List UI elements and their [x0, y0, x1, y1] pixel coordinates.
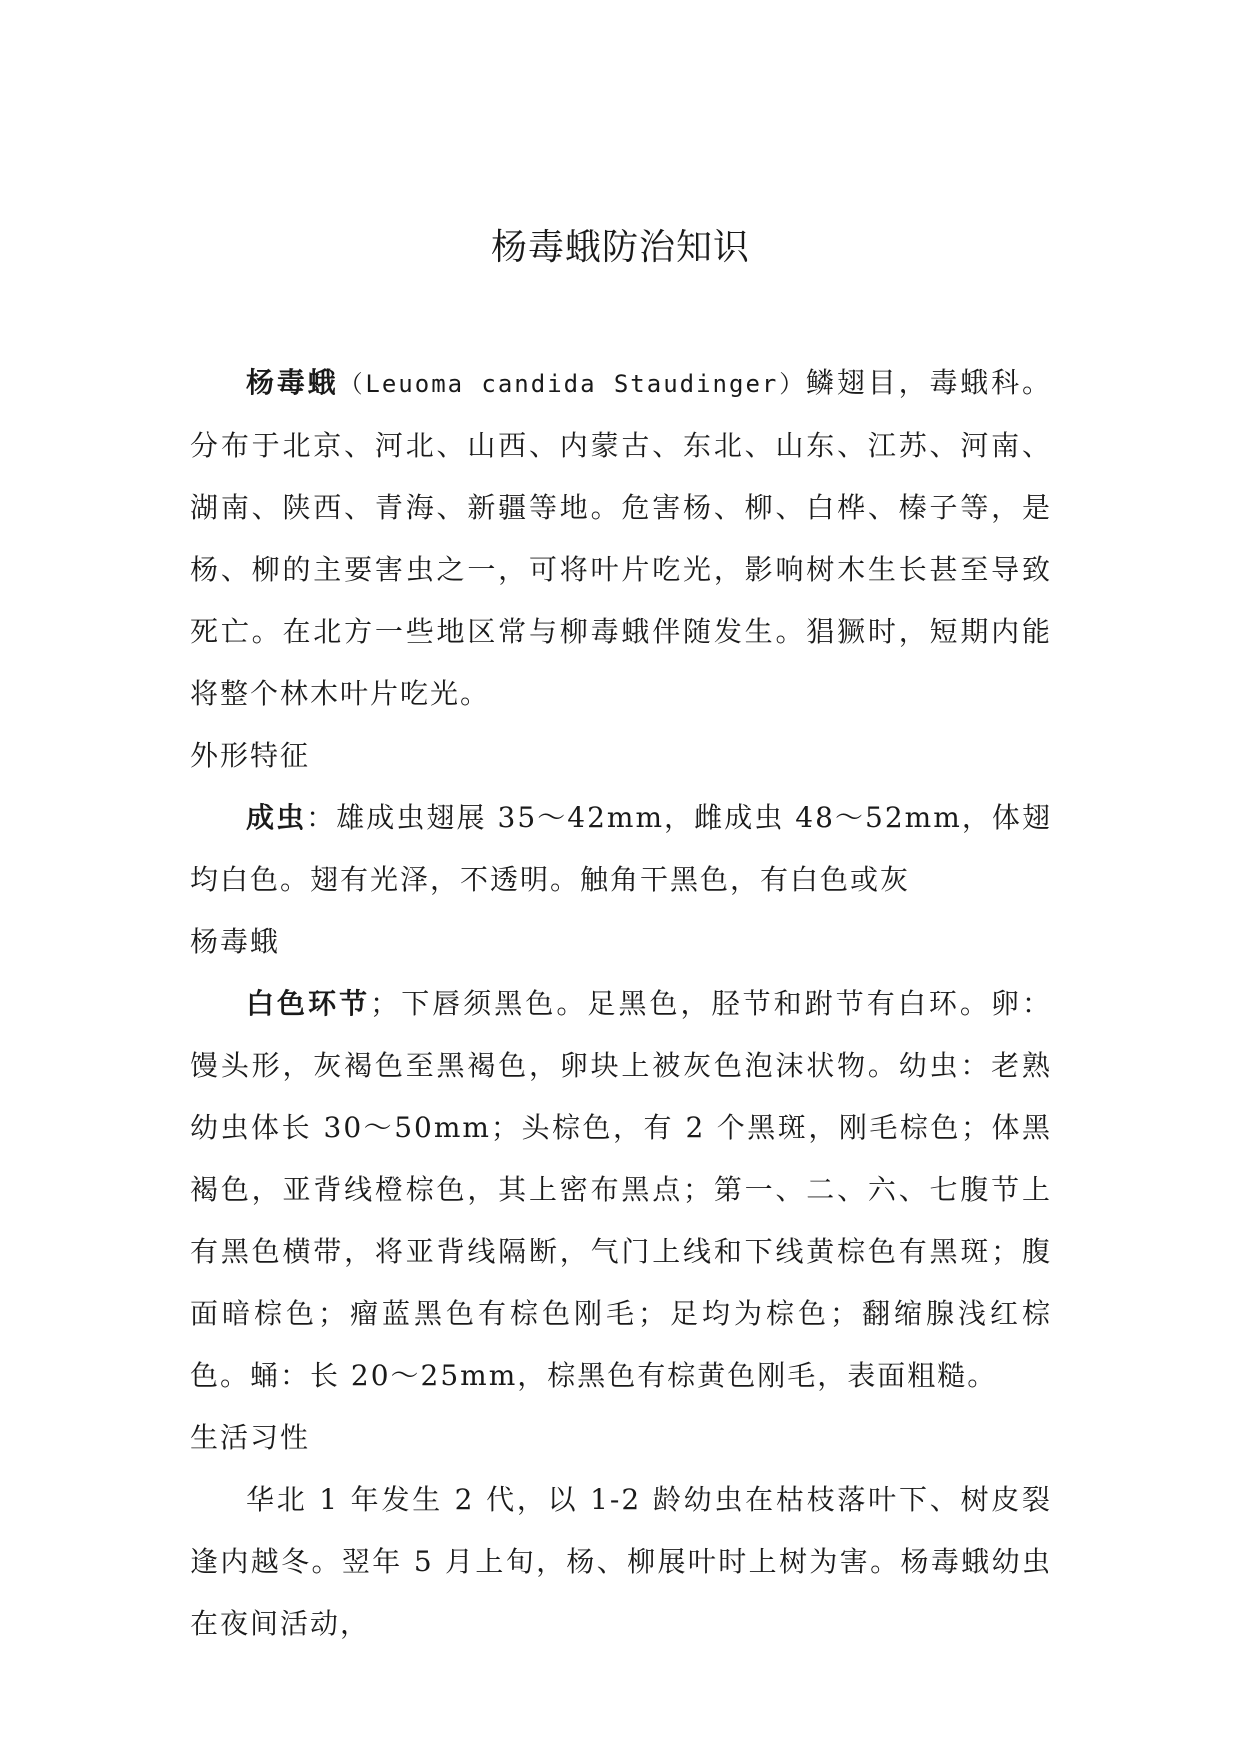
paragraph-adult [190, 787, 1052, 911]
document-body [190, 352, 1052, 1655]
description-text: ；下唇须黑色。足黑色，胫节和跗节有白环。卵：馒头形，灰褐色至黑褐色，卵块上被灰色泡沫状物。幼虫：老熟幼虫体长 30～50mm；头棕色，有 2 个黑斑，刚毛棕色；体黑褐色，亚背线橙棕色，其上密布黑点；第一、二、六、七腹节上有黑色横带，将亚背线隔断，气门上线和下线黄棕色有黑斑；腹面暗棕色；瘤蓝黑色有棕色刚毛；足均为棕色；翻缩腺浅红棕色。蛹：长 20～25mm，棕黑色有棕黄色刚毛，表面粗糙。 [190, 987, 1052, 1392]
document-title: 杨毒蛾防治知识 [490, 227, 750, 268]
section-heading-habits: 生活习性 [190, 1421, 311, 1454]
term-poplar-tussock-moth: 杨毒蛾 [246, 366, 339, 399]
paragraph-intro [190, 352, 1052, 725]
paragraph-habits: 华北 1 年发生 2 代，以 1-2 龄幼虫在枯枝落叶下、树皮裂逢内越冬。翌年 5 月上旬，杨、柳展叶时上树为害。杨毒蛾幼虫在夜间活动， [190, 1483, 1052, 1640]
term-white-segments: 白色环节 [246, 987, 371, 1020]
adult-text: ：雄成虫翅展 35～42mm，雌成虫 48～52mm，体翅均白色。翅有光泽，不透明。触角干黑色，有白色或灰 [190, 801, 1052, 896]
intro-text: 鳞翅目，毒蛾科。分布于北京、河北、山西、内蒙古、东北、山东、江苏、河南、湖南、陕西、青海、新疆等地。危害杨、柳、白桦、榛子等，是杨、柳的主要害虫之一，可将叶片吃光，影响树木生长甚至导致死亡。在北方一些地区常与柳毒蛾伴随发生。猖獗时，短期内能将整个林木叶片吃光。 [190, 366, 1052, 710]
term-adult: 成虫 [246, 801, 307, 834]
paragraph-description [190, 973, 1052, 1407]
section-heading-morphology: 外形特征 [190, 739, 311, 772]
stray-heading-moth: 杨毒蛾 [190, 925, 281, 958]
scientific-name: （Leuoma candida Staudinger） [338, 370, 807, 398]
